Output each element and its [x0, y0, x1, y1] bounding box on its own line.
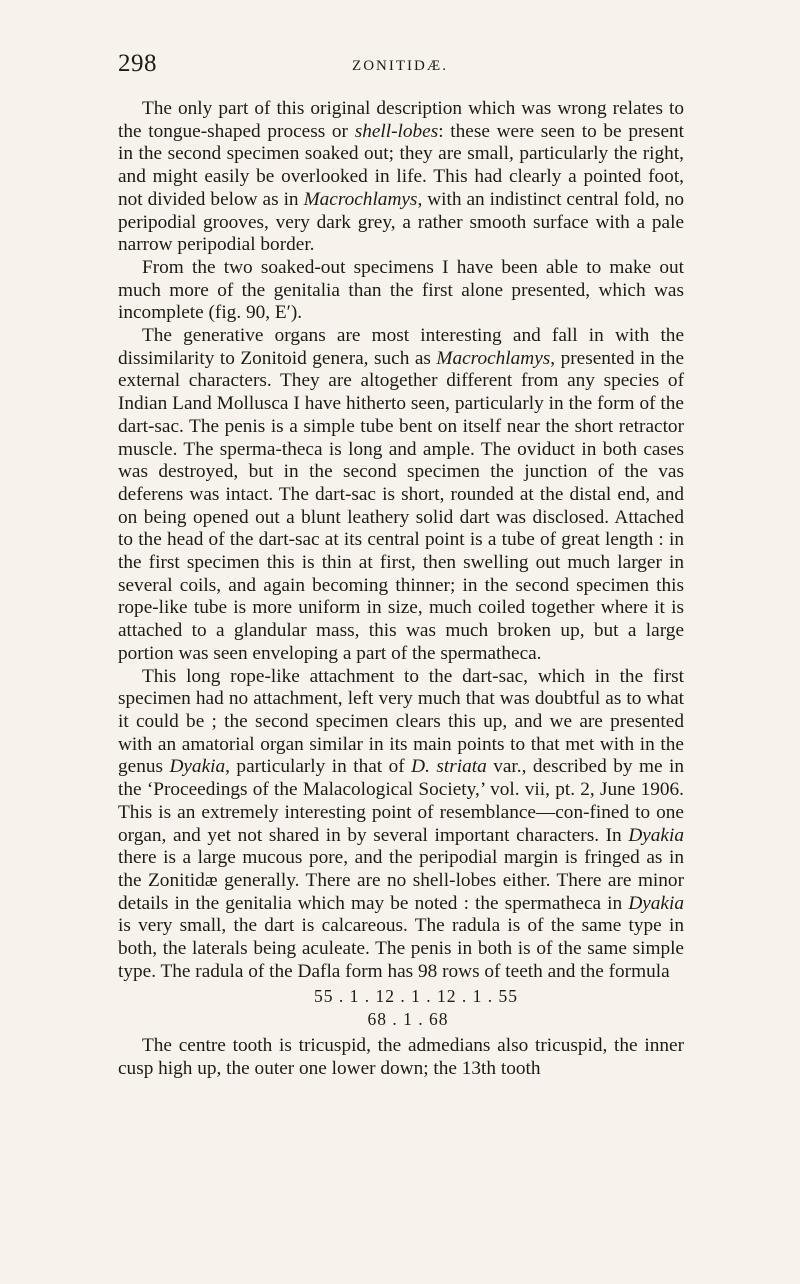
italic-term: Dyakia [628, 824, 684, 846]
page-number: 298 [118, 50, 157, 77]
paragraph: The centre tooth is tricuspid, the admedians also tricuspid, the inner cusp high up, the outer one lower down; the 13th tooth [118, 1035, 684, 1080]
italic-term: Macrochlamys [436, 347, 551, 369]
italic-term: Dyakia [169, 756, 226, 778]
radula-formula [118, 985, 684, 1031]
paragraph: The only part of this original description which was wrong relates to the tongue-shaped process or shell-lobes: these were seen to be present in the second specimen soaked out; they are small, particularly the right, and might easily be overlooked in life. This had clearly a pointed foot, not divided below as in Macrochlamys, with an indistinct central fold, no peripodial grooves, very dark grey, a rather smooth surface with a pale narrow peripodial border. [118, 98, 684, 256]
formula-row: 68 . 1 . 68 [367, 1009, 449, 1030]
italic-term: D. striata [411, 756, 487, 778]
formula-row: 55 . 1 . 12 . 1 . 12 . 1 . 55 [314, 986, 518, 1007]
italic-term: Dyakia [628, 892, 684, 914]
body-text [118, 98, 684, 1081]
paragraph: This long rope-like attachment to the dart-sac, which in the first specimen had no attachment, left very much that was doubtful as to what it could be ; the second specimen clears this up, and we are presented with an amatorial organ similar in its main points to that met with in the genus Dyakia, particularly in that of D. striata var., described by me in the ‘Proceedings of the Malacological Society,’ vol. vii, pt. 2, June 1906. This is an extremely interesting point of resemblance—con-fined to one organ, and yet not shared in by several important characters. In Dyakia there is a large mucous pore, and the peripodial margin is fringed as in the Zonitidæ generally. There are no shell-lobes either. There are minor details in the genitalia which may be noted : the spermatheca in Dyakia is very small, the dart is calcareous. The radula is of the same type in both, the laterals being aculeate. The penis in both is of the same simple type. The radula of the Dafla form has 98 rows of teeth and the formula [118, 665, 684, 982]
italic-term: Macrochlamys [303, 188, 418, 210]
italic-term: shell-lobes [354, 120, 439, 142]
paragraph: From the two soaked-out specimens I have been able to make out much more of the genitalia than the first alone presented, which was incomplete (fig. 90, E′). [118, 256, 684, 324]
paragraph: The generative organs are most interesting and fall in with the dissimilarity to Zonitoid genera, such as Macrochlamys, presented in the external characters. They are altogether different from any species of Indian Land Mollusca I have hitherto seen, particularly in the form of the dart-sac. The penis is a simple tube bent on itself near the short retractor muscle. The sperma-theca is long and ample. The oviduct in both cases was destroyed, but in the second specimen the junction of the vas deferens was intact. The dart-sac is short, rounded at the distal end, and on being opened out a blunt leathery solid dart was disclosed. Attached to the head of the dart-sac at its central point is a tube of great length : in the first specimen this is thin at first, then swelling out much larger in several coils, and again becoming thinner; in the second specimen this rope-like tube is more uniform in size, much coiled together where it is attached to a glandular mass, this was much broken up, but a large portion was seen enveloping a part of the spermatheca. [118, 325, 684, 664]
running-head: ZONITIDÆ. [352, 58, 448, 74]
